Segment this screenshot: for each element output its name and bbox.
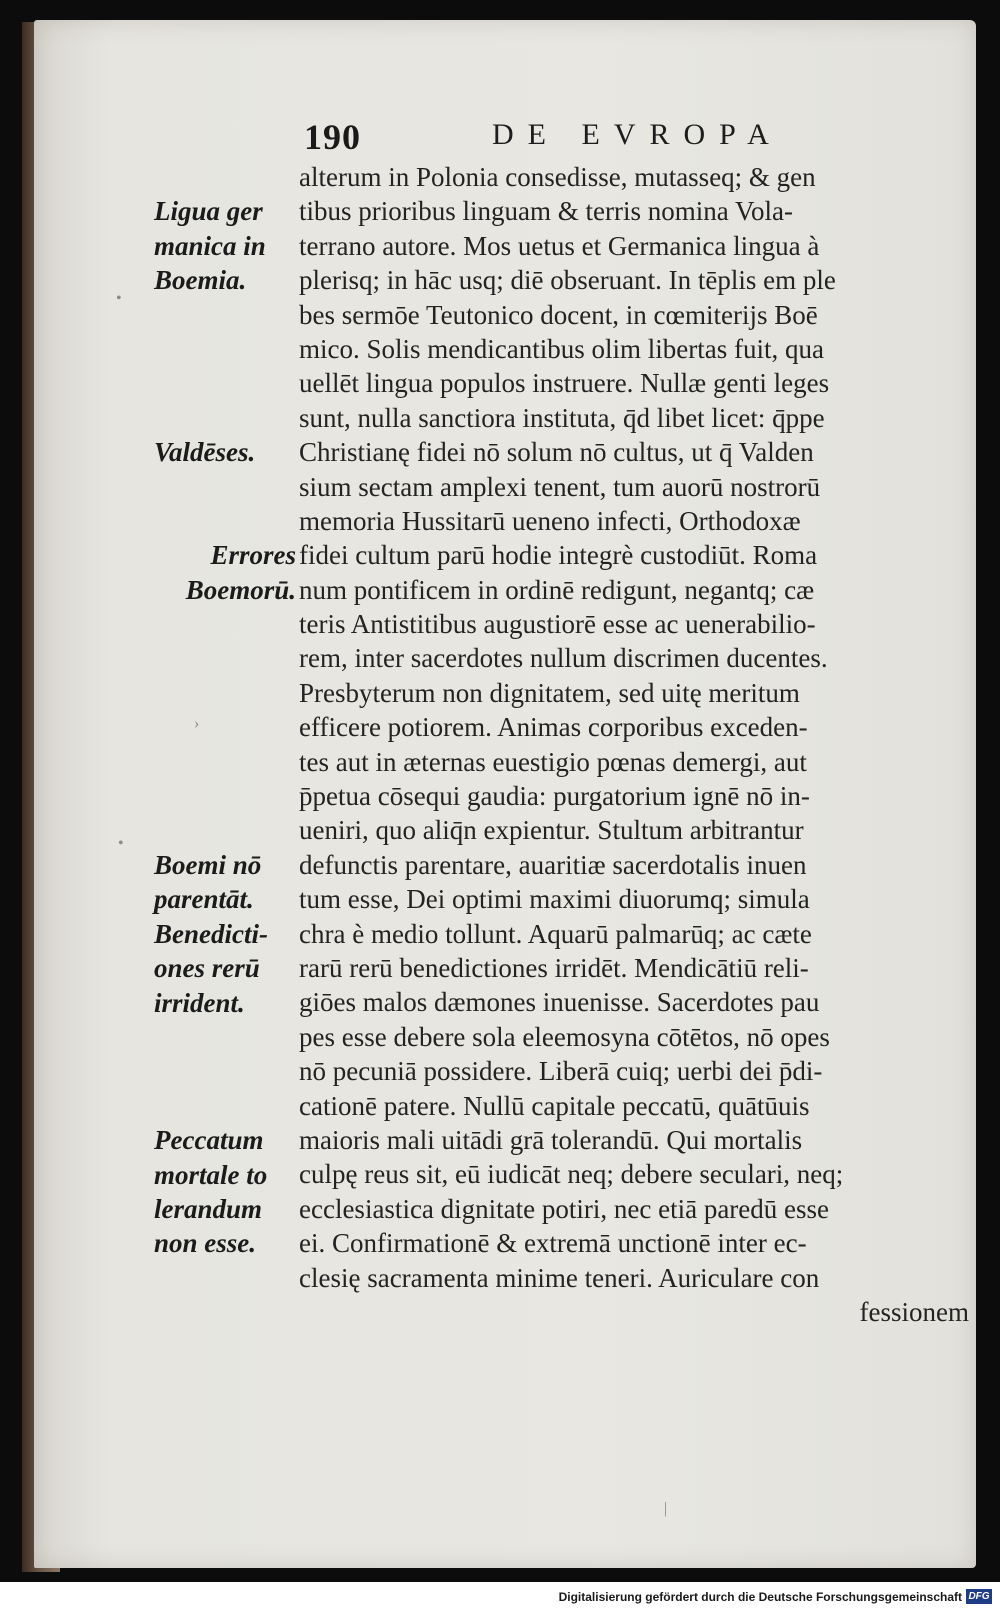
marginal-note-parentat bbox=[154, 848, 296, 917]
text-line: mico. Solis mendicantibus olim libertas fuit, qua bbox=[299, 333, 824, 364]
footer-bar bbox=[0, 1582, 1000, 1614]
text-line: defunctis parentare, auaritiæ sacerdotalis inuen bbox=[299, 849, 807, 880]
text-line: bes sermōe Teutonico docent, in cœmiterijs Boē bbox=[299, 299, 818, 330]
text-line: Presbyterum non dignitatem, sed uitę meritum bbox=[299, 677, 800, 708]
book-page bbox=[34, 20, 976, 1568]
marginal-note-line: Boemia. bbox=[154, 265, 247, 296]
text-line: ecclesiastica dignitate potiri, nec etiā paredū esse bbox=[299, 1193, 830, 1224]
marginal-note-line: lerandum bbox=[154, 1193, 263, 1224]
marginal-note-line: Valdēses. bbox=[154, 437, 256, 468]
marginal-note-benedictiones bbox=[154, 917, 296, 1020]
text-line: cationē patere. Nullū capitale peccatū, quātūuis bbox=[299, 1090, 810, 1121]
text-line: nō pecuniā possidere. Liberā cuiq; uerbi dei p̄di- bbox=[299, 1056, 823, 1087]
marginal-note-lingua-germanica bbox=[154, 194, 296, 297]
text-line: ei. Confirmationē & extremā unctionē inter ec- bbox=[299, 1228, 807, 1259]
marginal-note-line: manica in bbox=[154, 230, 266, 261]
dfg-logo: DFG bbox=[966, 1589, 992, 1604]
text-line: sunt, nulla sanctiora instituta, q̄d libet licet: q̄ppe bbox=[299, 402, 825, 433]
text-line: rarū rerū benedictiones irridēt. Mendicātiū reli- bbox=[299, 952, 809, 983]
text-line: fidei cultum parū hodie integrè custodiūt. Roma bbox=[299, 540, 818, 571]
text-line: tes aut in æternas euestigio pœnas demergi, aut bbox=[299, 746, 807, 777]
catchword: fessionem bbox=[859, 1296, 969, 1327]
pencil-mark: › bbox=[194, 715, 200, 732]
marginal-note-peccatum bbox=[154, 1123, 296, 1261]
text-line: giōes malos dæmones inuenisse. Sacerdotes pau bbox=[299, 987, 820, 1018]
marginal-note-line: parentāt. bbox=[154, 884, 254, 915]
marginal-note-errores bbox=[154, 538, 296, 607]
marginal-note-line: Peccatum bbox=[154, 1125, 264, 1156]
marginal-note-line: Errores bbox=[210, 540, 296, 571]
text-line: alterum in Polonia consedisse, mutasseq; & gen bbox=[299, 162, 816, 192]
marginal-note-line: mortale to bbox=[154, 1159, 268, 1190]
running-title: DE EVROPA bbox=[492, 118, 783, 151]
text-line: uellēt lingua populos instruere. Nullæ genti leges bbox=[299, 368, 830, 399]
text-line: efficere potiorem. Animas corporibus exceden- bbox=[299, 712, 808, 743]
text-line: plerisq; in hāc usq; diē obseruant. In tēplis em ple bbox=[299, 265, 836, 296]
pencil-mark: • bbox=[116, 290, 122, 307]
text-line: terrano autore. Mos uetus et Germanica lingua à bbox=[299, 230, 820, 261]
text-line: sium sectam amplexi tenent, tum auorū nostrorū bbox=[299, 471, 821, 502]
text-line: rem, inter sacerdotes nullum discrimen ducentes. bbox=[299, 643, 828, 674]
text-line: ueniri, quo aliq̄n expientur. Stultum arbitrantur bbox=[299, 815, 804, 846]
text-line: teris Antistitibus augustiorē esse ac uenerabilio- bbox=[299, 609, 816, 640]
text-line: pes esse debere sola eleemosyna cōtētos, nō opes bbox=[299, 1021, 830, 1052]
funding-credit: Digitalisierung gefördert durch die Deutsche Forschungsgemeinschaft bbox=[558, 1590, 962, 1604]
text-line: tum esse, Dei optimi maximi diuorumq; simula bbox=[299, 884, 810, 915]
main-text-block bbox=[299, 160, 969, 1329]
text-line: Christianę fidei nō solum nō cultus, ut q̄ Valden bbox=[299, 437, 814, 468]
text-line: num pontificem in ordinē redigunt, negantq; cæ bbox=[299, 574, 815, 605]
text-line: clesię sacramenta minime teneri. Auriculare con bbox=[299, 1262, 820, 1293]
text-line: culpę reus sit, eū iudicāt neq; debere seculari, neq; bbox=[299, 1159, 844, 1190]
text-line: maioris mali uitādi grā tolerandū. Qui mortalis bbox=[299, 1124, 803, 1155]
pencil-mark: • bbox=[118, 835, 124, 852]
page-number: 190 bbox=[304, 117, 361, 157]
text-line: chra è medio tollunt. Aquarū palmarūq; ac cæte bbox=[299, 918, 812, 949]
text-line: memoria Hussitarū ueneno infecti, Orthodoxæ bbox=[299, 505, 801, 536]
marginal-note-line: non esse. bbox=[154, 1228, 257, 1259]
pencil-mark: | bbox=[664, 1500, 668, 1517]
marginal-note-line: Benedicti- bbox=[154, 918, 268, 949]
marginal-note-line: Boemi nō bbox=[154, 850, 262, 880]
marginal-note-line: Ligua ger bbox=[154, 196, 263, 227]
text-line: p̄petua cōsequi gaudia: purgatorium ignē nō in- bbox=[299, 781, 810, 812]
marginal-note-valdenses bbox=[154, 435, 296, 469]
text-line: tibus prioribus linguam & terris nomina Vola- bbox=[299, 196, 793, 227]
marginal-note-line: ones rerū bbox=[154, 953, 260, 984]
marginal-note-line: Boemorū. bbox=[185, 574, 296, 605]
marginal-note-line: irrident. bbox=[154, 987, 245, 1018]
